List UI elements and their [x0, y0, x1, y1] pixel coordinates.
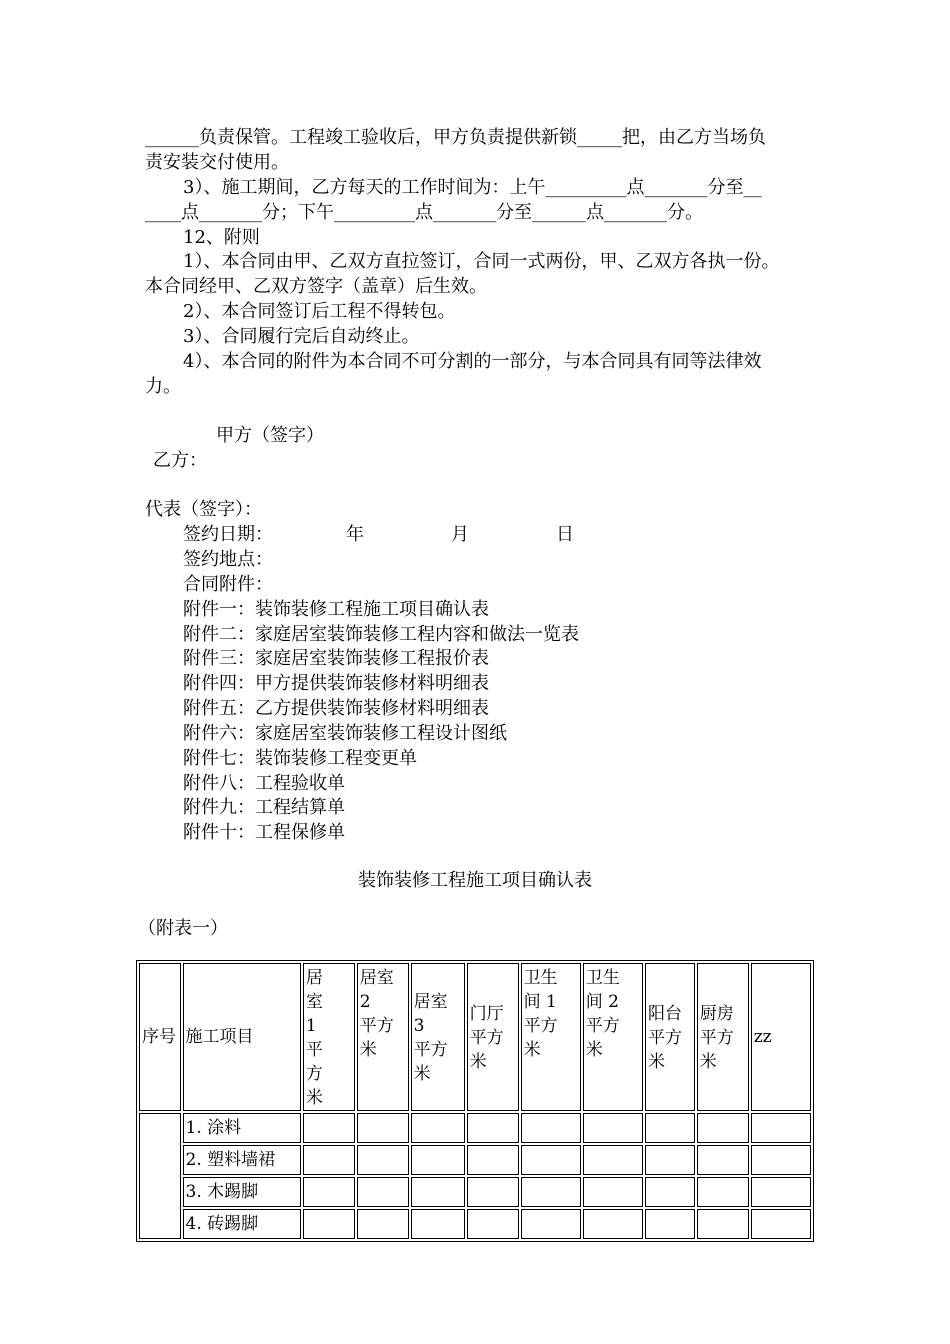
data-cell[interactable] [751, 1209, 811, 1239]
data-cell[interactable] [303, 1209, 355, 1239]
data-cell[interactable] [357, 1209, 409, 1239]
paragraph-line: 力。 [145, 376, 181, 397]
sign-date-month: 月 [451, 524, 469, 545]
header-cell: 卫生 间 2 平方 米 [583, 963, 643, 1111]
data-cell[interactable] [751, 1177, 811, 1207]
attachment-item: 附件八：工程验收单 [183, 773, 345, 794]
data-cell[interactable] [645, 1177, 695, 1207]
item-cell: 4. 砖踢脚 [183, 1209, 301, 1239]
attachment-item: 附件十：工程保修单 [183, 822, 345, 843]
representative-signature: 代表（签字）： [145, 499, 262, 520]
data-cell[interactable] [751, 1145, 811, 1175]
data-cell[interactable] [411, 1145, 465, 1175]
data-cell[interactable] [411, 1177, 465, 1207]
data-cell[interactable] [645, 1209, 695, 1239]
data-cell[interactable] [411, 1113, 465, 1143]
paragraph-line: 2）、本合同签订后工程不得转包。 [183, 301, 456, 322]
table-row [139, 1209, 811, 1239]
attachment-item: 附件一：装饰装修工程施工项目确认表 [183, 599, 489, 620]
item-cell: 1. 涂料 [183, 1113, 301, 1143]
data-cell[interactable] [521, 1177, 581, 1207]
table-header-row [139, 963, 811, 1111]
data-cell[interactable] [467, 1177, 519, 1207]
item-cell: 3. 木踢脚 [183, 1177, 301, 1207]
paragraph-line: ____点_______分；下午_________点_______分至______点_______分。 [145, 202, 703, 223]
party-b-label: 乙方： [153, 450, 207, 471]
data-cell[interactable] [645, 1113, 695, 1143]
data-cell[interactable] [751, 1113, 811, 1143]
data-cell[interactable] [645, 1145, 695, 1175]
attachment-item: 附件四：甲方提供装饰装修材料明细表 [183, 673, 489, 694]
data-cell[interactable] [303, 1177, 355, 1207]
attachment-item: 附件六：家庭居室装饰装修工程设计图纸 [183, 723, 507, 744]
attachment-item: 附件九：工程结算单 [183, 797, 345, 818]
data-cell[interactable] [467, 1113, 519, 1143]
data-cell[interactable] [411, 1209, 465, 1239]
attachments-label: 合同附件： [183, 574, 273, 595]
data-cell[interactable] [521, 1113, 581, 1143]
data-cell[interactable] [697, 1145, 749, 1175]
header-cell: 施工项目 [183, 963, 301, 1111]
party-a-signature: 甲方（签字） [216, 425, 324, 446]
attachment-item: 附件七：装饰装修工程变更单 [183, 748, 417, 769]
header-cell: 厨房 平方 米 [697, 963, 749, 1111]
header-cell: 居室 3 平方 米 [411, 963, 465, 1111]
sign-date-label: 签约日期： [183, 524, 273, 545]
item-cell: 2. 塑料墙裙 [183, 1145, 301, 1175]
data-cell[interactable] [357, 1113, 409, 1143]
header-cell: zz [751, 963, 811, 1111]
data-cell[interactable] [697, 1177, 749, 1207]
header-cell: 卫生 间 1 平方 米 [521, 963, 581, 1111]
table-row [139, 1113, 811, 1143]
header-cell: 序号 [139, 963, 181, 1111]
data-cell[interactable] [357, 1145, 409, 1175]
data-cell[interactable] [583, 1145, 643, 1175]
data-cell[interactable] [303, 1113, 355, 1143]
paragraph-line: ______负责保管。工程竣工验收后，甲方负责提供新锁_____把，由乙方当场负 [145, 127, 766, 148]
sign-date-year: 年 [346, 524, 364, 545]
data-cell[interactable] [521, 1209, 581, 1239]
header-cell: 居 室 1 平 方 米 [303, 963, 355, 1111]
data-cell[interactable] [583, 1113, 643, 1143]
data-cell[interactable] [467, 1209, 519, 1239]
data-cell[interactable] [697, 1209, 749, 1239]
data-cell[interactable] [697, 1113, 749, 1143]
paragraph-line: 1）、本合同由甲、乙双方直拉签订，合同一式两份，甲、乙双方各执一份。 [183, 251, 780, 272]
data-cell[interactable] [583, 1209, 643, 1239]
attachment-item: 附件三：家庭居室装饰装修工程报价表 [183, 648, 489, 669]
table-row [139, 1145, 811, 1175]
data-cell[interactable] [521, 1145, 581, 1175]
paragraph-line: 12、附则 [183, 227, 260, 248]
attachment-item: 附件五：乙方提供装饰装修材料明细表 [183, 698, 489, 719]
data-cell[interactable] [583, 1177, 643, 1207]
sign-date-day: 日 [556, 524, 574, 545]
header-cell: 居室 2 平方 米 [357, 963, 409, 1111]
data-cell[interactable] [357, 1177, 409, 1207]
paragraph-line: 本合同经甲、乙双方签字（盖章）后生效。 [145, 276, 487, 297]
paragraph-line: 责安装交付使用。 [145, 152, 289, 173]
sign-place-label: 签约地点： [183, 549, 273, 570]
data-cell[interactable] [467, 1145, 519, 1175]
header-cell: 门厅 平方 米 [467, 963, 519, 1111]
table-row [139, 1177, 811, 1207]
data-cell[interactable] [303, 1145, 355, 1175]
attachment-item: 附件二：家庭居室装饰装修工程内容和做法一览表 [183, 624, 579, 645]
table-subtitle: （附表一） [138, 918, 228, 939]
table-title: 装饰装修工程施工项目确认表 [358, 870, 592, 891]
header-cell: 阳台 平方 米 [645, 963, 695, 1111]
index-cell [139, 1113, 181, 1239]
confirmation-table [136, 960, 814, 1242]
paragraph-line: 3）、合同履行完后自动终止。 [183, 326, 420, 347]
paragraph-line: 3）、施工期间，乙方每天的工作时间为：上午_________点_______分至__ [183, 177, 762, 198]
paragraph-line: 4）、本合同的附件为本合同不可分割的一部分，与本合同具有同等法律效 [183, 351, 762, 372]
